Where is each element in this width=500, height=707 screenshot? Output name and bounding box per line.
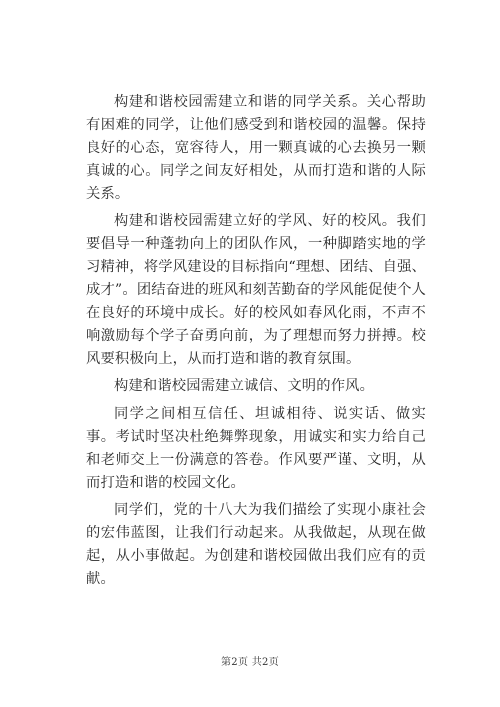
paragraph-study-style: 构建和谐校园需建立好的学风、好的校风。我们要倡导一种蓬勃向上的团队作风，一种脚踏实地的学习精神，将学风建设的目标指向“理想、团结、自强、成才”。团结奋进的班风和刻苦勤奋的学风能促使个人在良好的环境中成长。好的校风如春风化雨，不声不响激励每个学子奋勇向前，为了理想而努力拼搏。校风要积极向上，从而打造和谐的教育氛围。: [86, 213, 426, 367]
document-body: [86, 91, 426, 595]
paragraph-relationships: 构建和谐校园需建立和谐的同学关系。关心帮助有困难的同学，让他们感受到和谐校园的温馨。保持良好的心态，宽容待人，用一颗真诚的心去换另一颗真诚的心。同学之间友好相处，从而打造和谐的人际关系。: [86, 94, 426, 202]
paragraph-integrity-heading: 构建和谐校园需建立诚信、文明的作风。: [114, 378, 375, 394]
page-number-footer: 第2页 共2页: [220, 657, 279, 668]
paragraph-integrity: 同学之间相互信任、坦诚相待、说实话、做实事。考试时坚决杜绝舞弊现象，用诚实和实力给自己和老师交上一份满意的答卷。作风要严谨、文明，从而打造和谐的校园文化。: [86, 406, 426, 491]
paragraph-conclusion: 同学们，党的十八大为我们描绘了实现小康社会的宏伟蓝图，让我们行动起来。从我做起，从现在做起，从小事做起。为创建和谐校园做出我们应有的贡献。: [86, 502, 426, 587]
